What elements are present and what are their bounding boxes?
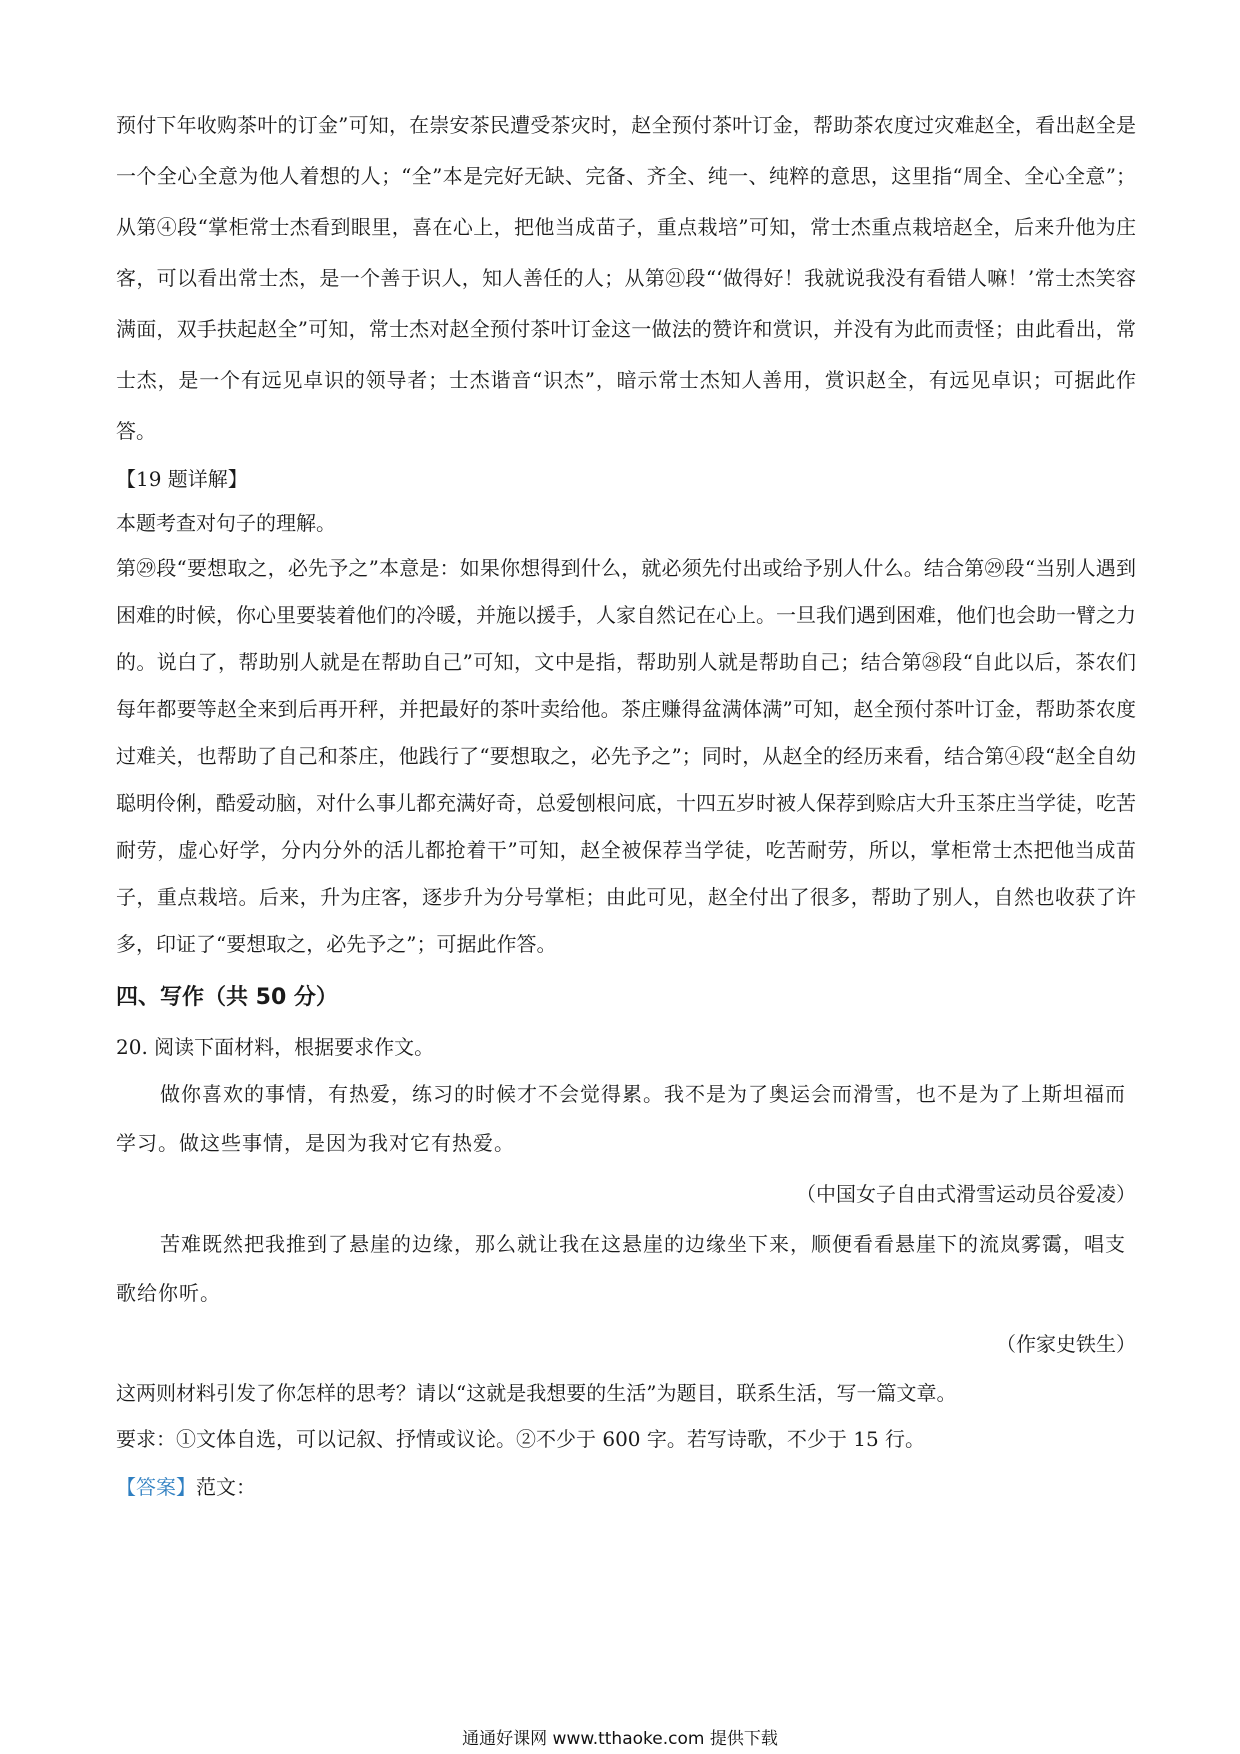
q19-body: 第㉙段“要想取之，必先予之”本意是：如果你想得到什么，就必须先付出或给予别人什么。结合第㉙段“当别人遇到困难的时候，你心里要装着他们的冷暖，并施以援手，人家自然记在心上。一旦我们遇到困难，他们也会助一臂之力的。说白了，帮助别人就是在帮助自己”可知，文中是指，帮助别人就是帮助自己；结合第㉘段“自此以后，茶农们每年都要等赵全来到后再开秤，并把最好的茶叶卖给他。茶庄赚得盆满体满”可知，赵全预付茶叶订金，帮助茶农度过难关，也帮助了自己和茶庄，他践行了“要想取之，必先予之”；同时，从赵全的经历来看，结合第④段“赵全自幼聪明伶俐，酷爱动脑，对什么事儿都充满好奇，总爱刨根问底，十四五岁时被人保荐到赊店大升玉茶庄当学徒，吃苦耐劳，虚心好学，分内分外的活儿都抢着干”可知，赵全被保荐当学徒，吃苦耐劳，所以，掌柜常士杰把他当成苗子，重点栽培。后来，升为庄客，逐步升为分号掌柜；由此可见，赵全付出了很多，帮助了别人，自然也收获了许多，印证了“要想取之，必先予之”；可据此作答。 [116,556,1136,956]
page-content [116,100,1136,1512]
answer-tag: 【答案】 [116,1475,196,1499]
section-title-writing: 四、写作（共 50 分） [116,985,338,1010]
answer-text: 范文： [196,1475,256,1499]
q18-analysis-paragraph: 预付下年收购茶叶的订金”可知，在崇安茶民遭受茶灾时，赵全预付茶叶订金，帮助茶农度过灾难赵全，看出赵全是一个全心全意为他人着想的人；“全”本是完好无缺、完备、齐全、纯一、纯粹的意思，这里指“周全、全心全意”；从第④段“掌柜常士杰看到眼里，喜在心上，把他当成苗子，重点栽培”可知，常士杰重点栽培赵全，后来升他为庄客，可以看出常士杰，是一个善于识人，知人善任的人；从第㉑段“‘做得好！我就说我没有看错人嘛！’常士杰笑容满面，双手扶起赵全”可知，常士杰对赵全预付茶叶订金这一做法的赞许和赏识，并没有为此而责怪；由此看出，常士杰，是一个有远见卓识的领导者；士杰谐音“识杰”，暗示常士杰知人善用，赏识赵全，有远见卓识；可据此作答。 [116,113,1136,443]
material-1-source: （中国女子自由式滑雪运动员谷爱凌） [796,1182,1136,1206]
writing-prompt: 这两则材料引发了你怎样的思考？请以“这就是我想要的生活”为题目，联系生活，写一篇文章。 [116,1381,957,1405]
answer-line [116,1462,1136,1512]
material-2: 苦难既然把我推到了悬崖的边缘，那么就让我在这悬崖的边缘坐下来，顺便看看悬崖下的流岚雾霭，唱支歌给你听。 [116,1232,1126,1305]
q19-heading: 【19 题详解】 [116,467,248,491]
q19-intro: 本题考查对句子的理解。 [116,511,336,535]
material-1: 做你喜欢的事情，有热爱，练习的时候才不会觉得累。我不是为了奥运会而滑雪，也不是为了上斯坦福而学习。做这些事情，是因为我对它有热爱。 [116,1082,1126,1155]
question-20: 20. 阅读下面材料，根据要求作文。 [116,1035,435,1059]
writing-requirements: 要求：①文体自选，可以记叙、抒情或议论。②不少于 600 字。若写诗歌，不少于 15 行。 [116,1427,926,1451]
material-2-source: （作家史铁生） [996,1332,1136,1356]
page-footer: 通通好课网 www.tthaoke.com 提供下载 [462,1729,778,1749]
